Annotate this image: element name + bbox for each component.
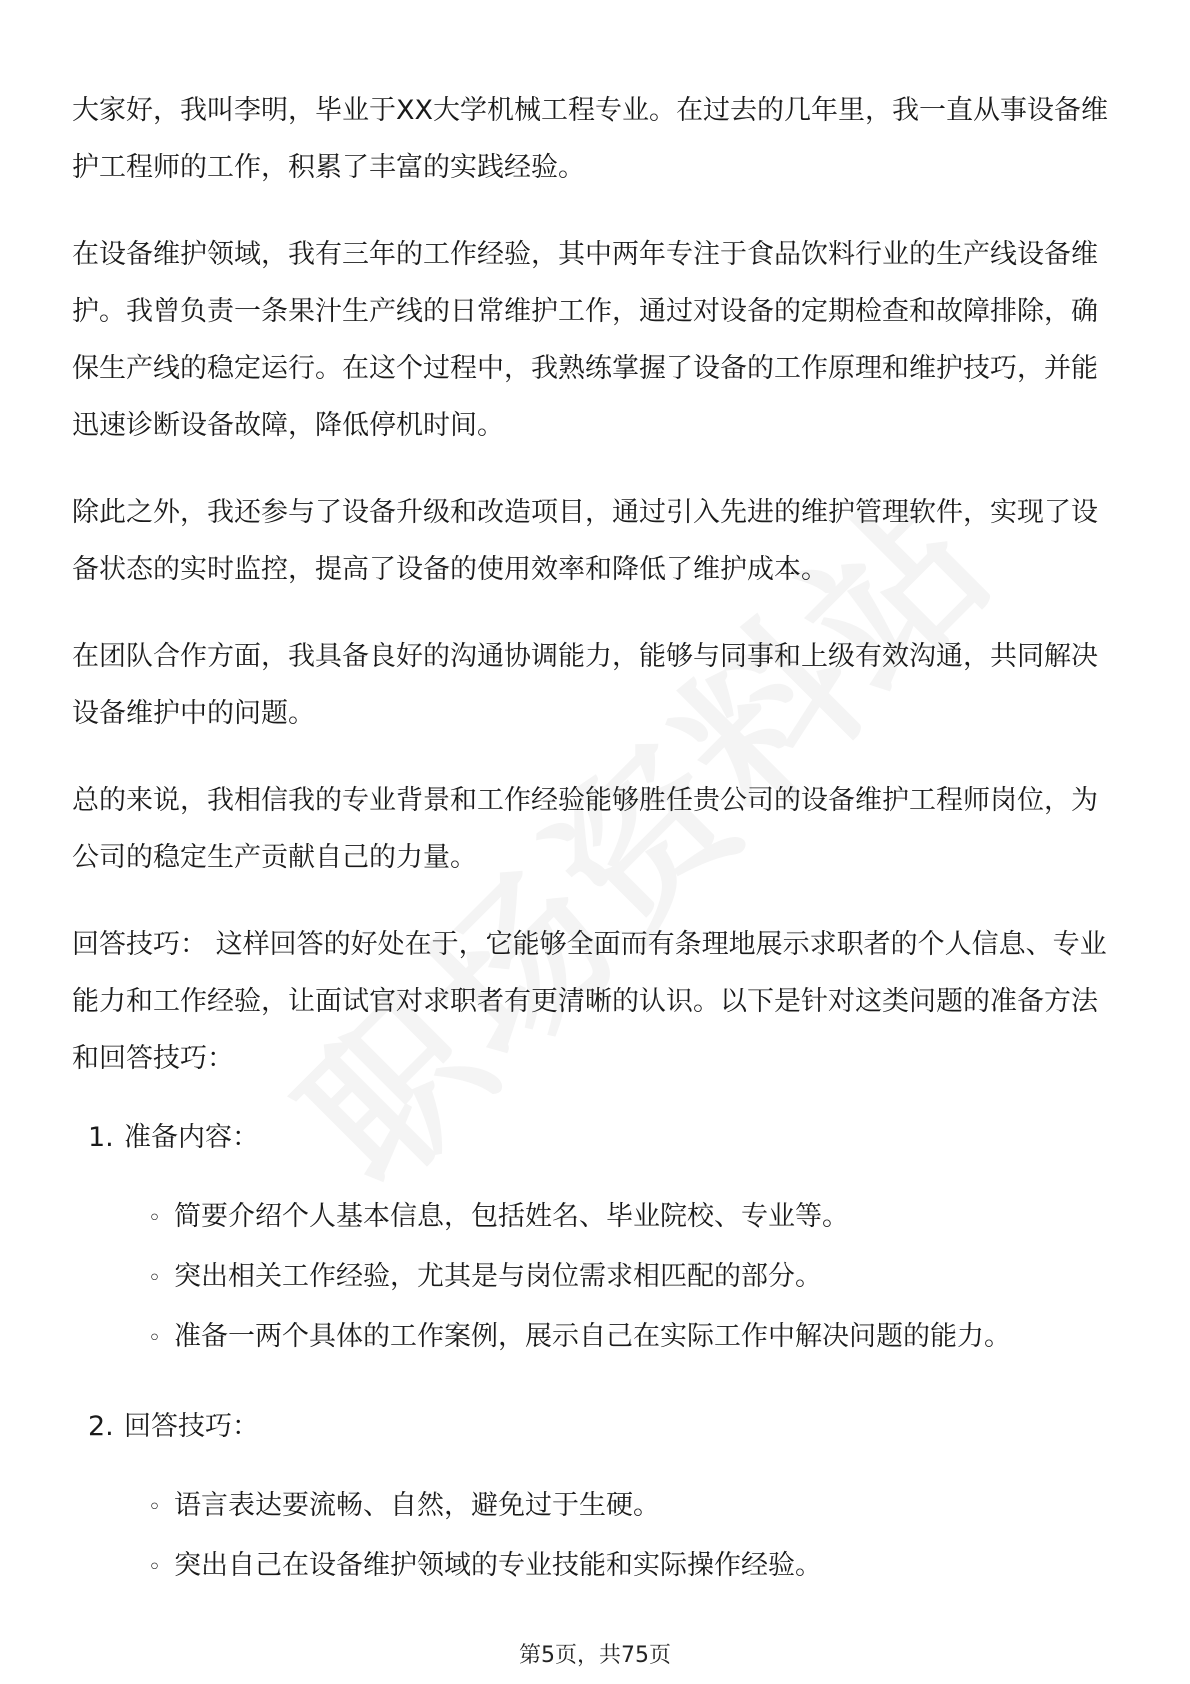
section-number: 1. — [88, 1122, 114, 1153]
bullet-icon: ◦ — [148, 1326, 161, 1351]
list-item — [148, 1188, 1122, 1248]
bullet-list-prepare — [72, 1188, 1122, 1368]
list-item — [148, 1537, 1122, 1597]
bullet-icon: ◦ — [148, 1495, 161, 1520]
list-item-text: 突出相关工作经验，尤其是与岗位需求相匹配的部分。 — [174, 1261, 822, 1292]
list-item-text: 语言表达要流畅、自然，避免过于生硬。 — [174, 1490, 660, 1521]
bullet-icon: ◦ — [148, 1206, 161, 1231]
paragraph-intro: 大家好，我叫李明，毕业于XX大学机械工程专业。在过去的几年里，我一直从事设备维护工程师的工作，积累了丰富的实践经验。 — [72, 95, 1108, 183]
document-body — [72, 82, 1122, 1627]
paragraph-projects: 除此之外，我还参与了设备升级和改造项目，通过引入先进的维护管理软件，实现了设备状态的实时监控，提高了设备的使用效率和降低了维护成本。 — [72, 497, 1098, 585]
list-item — [148, 1248, 1122, 1308]
answer-tips-intro: 回答技巧： 这样回答的好处在于，它能够全面而有条理地展示求职者的个人信息、专业能力和工作经验，让面试官对求职者有更清晰的认识。以下是针对这类问题的准备方法和回答技巧： — [72, 929, 1107, 1074]
section-title-answer — [72, 1398, 1122, 1455]
section-title-text: 回答技巧： — [124, 1411, 259, 1442]
list-item — [148, 1308, 1122, 1368]
list-item — [148, 1477, 1122, 1537]
bullet-icon: ◦ — [148, 1266, 161, 1291]
paragraph-summary: 总的来说，我相信我的专业背景和工作经验能够胜任贵公司的设备维护工程师岗位，为公司的稳定生产贡献自己的力量。 — [72, 785, 1098, 873]
section-title-prepare — [72, 1109, 1122, 1166]
section-number: 2. — [88, 1411, 114, 1442]
bullet-list-answer — [72, 1477, 1122, 1597]
page-number-footer: 第5页，共75页 — [519, 1643, 671, 1668]
bullet-icon: ◦ — [148, 1555, 161, 1580]
list-item-text: 准备一两个具体的工作案例，展示自己在实际工作中解决问题的能力。 — [174, 1321, 1011, 1352]
paragraph-teamwork: 在团队合作方面，我具备良好的沟通协调能力，能够与同事和上级有效沟通，共同解决设备维护中的问题。 — [72, 641, 1098, 729]
list-item-text: 突出自己在设备维护领域的专业技能和实际操作经验。 — [174, 1550, 822, 1581]
list-item-text: 简要介绍个人基本信息，包括姓名、毕业院校、专业等。 — [174, 1201, 849, 1232]
section-title-text: 准备内容： — [124, 1122, 259, 1153]
paragraph-experience: 在设备维护领域，我有三年的工作经验，其中两年专注于食品饮料行业的生产线设备维护。我曾负责一条果汁生产线的日常维护工作，通过对设备的定期检查和故障排除，确保生产线的稳定运行。在这个过程中，我熟练掌握了设备的工作原理和维护技巧，并能迅速诊断设备故障，降低停机时间。 — [72, 239, 1098, 441]
